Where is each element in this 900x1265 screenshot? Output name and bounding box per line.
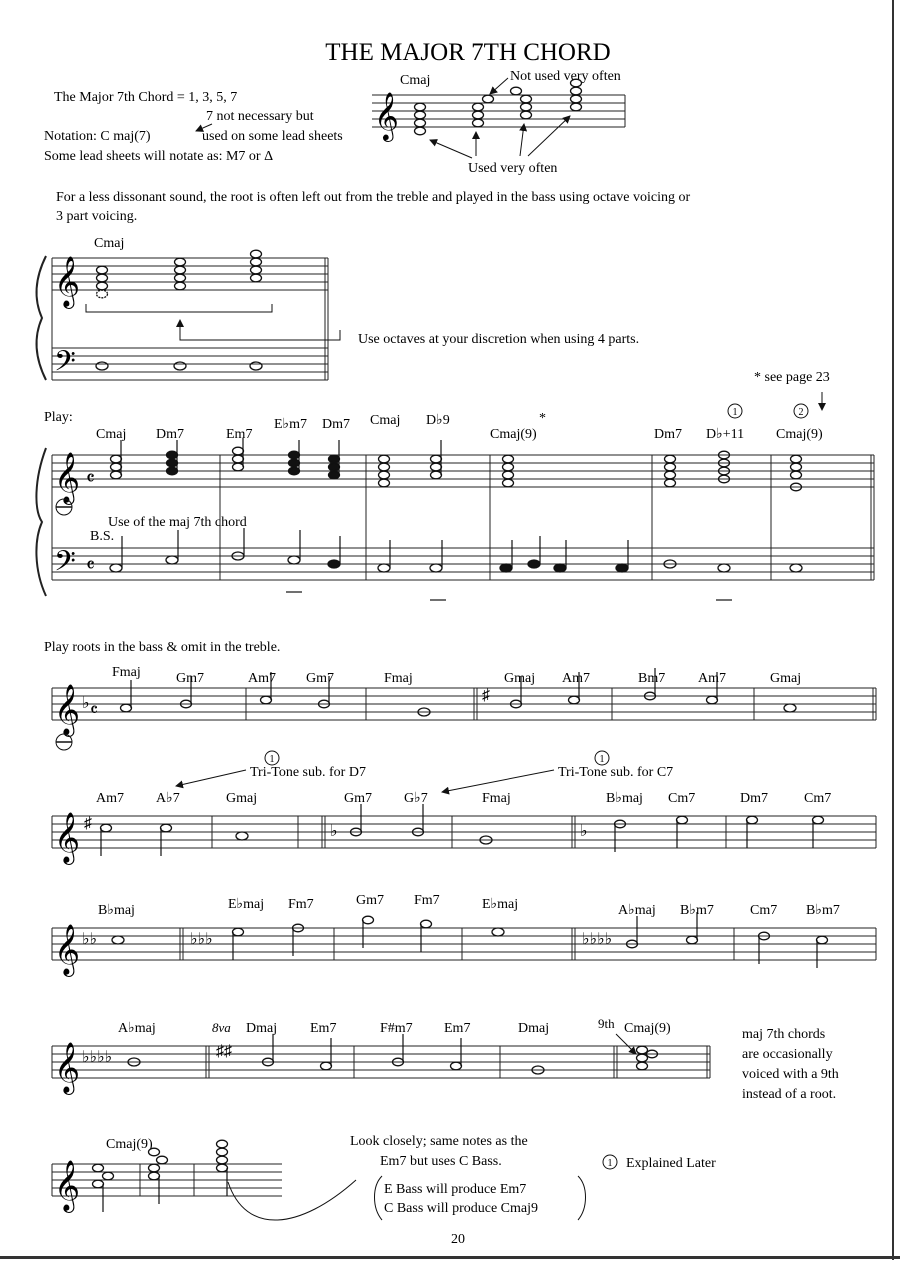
page-title: THE MAJOR 7TH CHORD [325, 39, 611, 66]
play-chord: Dm7 [654, 427, 682, 442]
play-chord: Cmaj(9) [776, 427, 823, 442]
play-chord: Cmaj [370, 413, 401, 428]
row4-chord: Cmaj(9) [624, 1021, 671, 1036]
play-chord: Dm7 [322, 417, 350, 432]
row3-chord: E♭maj [228, 897, 265, 912]
row4-chord: A♭maj [118, 1021, 156, 1036]
row3-chord: E♭maj [482, 897, 519, 912]
circle-1-text: 1 [599, 754, 605, 765]
seventh-note: 7 not necessary but [206, 109, 314, 124]
play-star: * [539, 411, 546, 426]
page-border-bottom [0, 1256, 900, 1259]
see-page-note: * see page 23 [754, 370, 830, 385]
intro-staff [372, 92, 625, 142]
bs-label: B.S. [90, 529, 115, 544]
row3-notes [112, 916, 828, 948]
octave-note: Use octaves at your discretion when using 4 parts. [358, 332, 640, 347]
row3-chord: B♭m7 [806, 903, 840, 918]
play-chord: Dm7 [156, 427, 184, 442]
example1-bracket [86, 304, 272, 312]
treble-clef-icon: 𝄞 [54, 257, 81, 306]
play-bass-notes [110, 552, 802, 572]
lead-sheets-text: Some lead sheets will notate as: M7 or Δ [44, 149, 274, 164]
ninth-label: 9th [598, 1016, 615, 1031]
circle-1-text: 1 [732, 407, 738, 418]
circle-2-text: 2 [798, 407, 804, 418]
play-chord: Cmaj [96, 427, 127, 442]
circle-1-text: 1 [607, 1158, 613, 1169]
row1-chord: Gmaj [504, 671, 536, 686]
treble-clef-icon: 𝄞 [54, 1043, 81, 1092]
row1-chord: Am7 [698, 671, 726, 686]
row3-chord: Cm7 [750, 903, 778, 918]
row3-chord: B♭m7 [680, 903, 714, 918]
row1-chord: Fmaj [384, 671, 413, 686]
look-arrow [228, 1180, 356, 1220]
tritone-note-1: Tri-Tone sub. for D7 [250, 765, 366, 780]
svg-text:♯: ♯ [482, 687, 490, 704]
row3-staff [52, 925, 876, 977]
treble-clef-icon: 𝄞 [54, 453, 81, 502]
bottom-chord: Cmaj(9) [106, 1137, 153, 1152]
svg-text:♭♭♭♭: ♭♭♭♭ [82, 1049, 113, 1066]
bottom-staff [52, 1161, 282, 1213]
common-time-icon: 𝄴 [90, 700, 99, 720]
row2-chord: G♭7 [404, 791, 428, 806]
play-chord: Cmaj(9) [490, 427, 537, 442]
e-bass-note: E Bass will produce Em7 [384, 1182, 527, 1197]
row4-chord: Dmaj [518, 1021, 550, 1036]
chord-formula: The Major 7th Chord = 1, 3, 5, 7 [54, 90, 238, 105]
row3-chord: Fm7 [288, 897, 314, 912]
page-number: 20 [451, 1232, 465, 1247]
row2-chord: Cm7 [804, 791, 832, 806]
play-chord: E♭m7 [274, 417, 308, 432]
paragraph-line2: 3 part voicing. [56, 209, 138, 224]
row2-chord: Dm7 [740, 791, 768, 806]
row3-chord: Gm7 [356, 893, 384, 908]
lead-sheet-note: used on some lead sheets [202, 129, 343, 144]
treble-clef-icon: 𝄞 [54, 685, 81, 734]
row3-chord: Fm7 [414, 893, 440, 908]
row2-chord: B♭maj [606, 791, 643, 806]
intro-chord-name: Cmaj [400, 73, 431, 88]
row3-chord: A♭maj [618, 903, 656, 918]
play-chord: Em7 [226, 427, 253, 442]
row2-chord: Cm7 [668, 791, 696, 806]
row2-chord: Am7 [96, 791, 124, 806]
roots-heading: Play roots in the bass & omit in the treble. [44, 640, 281, 655]
paragraph-line1: For a less dissonant sound, the root is often left out from the treble and played in the bass using octave voicing or [56, 190, 691, 205]
row1-chord: Fmaj [112, 665, 141, 680]
row2-chord: Fmaj [482, 791, 511, 806]
look-closely-line2: Em7 but uses C Bass. [380, 1154, 502, 1169]
svg-text:♯♯: ♯♯ [216, 1043, 232, 1060]
svg-text:♯: ♯ [84, 815, 92, 832]
side-note-line: voiced with a 9th [742, 1067, 839, 1082]
row4-chord: Em7 [444, 1021, 471, 1036]
play-chord: D♭+11 [706, 427, 745, 442]
side-note-line: instead of a root. [742, 1087, 837, 1102]
bass-clef-icon: 𝄢 [54, 347, 76, 384]
row1-chord: Gm7 [306, 671, 334, 686]
row2-chord: A♭7 [156, 791, 180, 806]
explained-later: Explained Later [626, 1156, 716, 1171]
side-note-line: are occasionally [742, 1047, 833, 1062]
svg-text:♭: ♭ [580, 823, 588, 840]
row4-chord: Em7 [310, 1021, 337, 1036]
row3-chord: B♭maj [98, 903, 135, 918]
common-time-icon: 𝄴 [86, 555, 95, 577]
eight-va-marking: 8va [212, 1020, 231, 1035]
example1-staff [36, 256, 328, 384]
row1-chord: Am7 [562, 671, 590, 686]
intro-arrows [430, 78, 570, 158]
notation-text: Notation: C maj(7) [44, 129, 151, 144]
row1-chords [112, 665, 801, 686]
svg-text:♭♭♭♭: ♭♭♭♭ [582, 931, 613, 948]
row1-staff [52, 685, 876, 750]
page-border-right [892, 0, 894, 1260]
row4-staff [52, 1043, 710, 1095]
treble-clef-icon: 𝄞 [54, 1161, 81, 1210]
row2-chord: Gm7 [344, 791, 372, 806]
treble-clef-icon: 𝄞 [54, 813, 81, 862]
play-chord: D♭9 [426, 413, 450, 428]
treble-clef-icon: 𝄞 [54, 925, 81, 974]
maj7-use-note: Use of the maj 7th chord [108, 515, 247, 530]
treble-clef-icon: 𝄞 [374, 94, 399, 140]
bass-clef-icon: 𝄢 [54, 547, 76, 584]
row1-chord: Gm7 [176, 671, 204, 686]
row4-chords [118, 1021, 671, 1036]
row1-chord: Bm7 [638, 671, 666, 686]
row2-chord: Gmaj [226, 791, 258, 806]
play-treble-notes [111, 447, 802, 491]
used-label: Used very often [468, 161, 558, 176]
not-used-label: Not used very often [510, 69, 621, 84]
tritone-note-2: Tri-Tone sub. for C7 [558, 765, 674, 780]
svg-text:♭: ♭ [330, 823, 338, 840]
example1-notes [96, 250, 262, 370]
play-chord-names [96, 413, 823, 442]
svg-text:♭: ♭ [82, 695, 90, 712]
row2-chords [96, 791, 831, 806]
play-label: Play: [44, 410, 73, 425]
row4-chord: Dmaj [246, 1021, 278, 1036]
circle-1-text: 1 [269, 754, 275, 765]
common-time-icon: 𝄴 [86, 468, 95, 490]
row2-staff [52, 813, 876, 865]
row1-chord: Am7 [248, 671, 276, 686]
c-bass-note: C Bass will produce Cmaj9 [384, 1201, 538, 1216]
svg-text:♭♭♭: ♭♭♭ [190, 931, 213, 948]
row1-chord: Gmaj [770, 671, 802, 686]
row3-chords [98, 893, 840, 918]
look-closely-line1: Look closely; same notes as the [350, 1134, 528, 1149]
example1-chord: Cmaj [94, 236, 125, 251]
side-note [742, 1027, 839, 1102]
side-note-line: maj 7th chords [742, 1027, 826, 1042]
svg-text:♭♭: ♭♭ [82, 931, 98, 948]
row4-chord: F#m7 [380, 1021, 413, 1036]
